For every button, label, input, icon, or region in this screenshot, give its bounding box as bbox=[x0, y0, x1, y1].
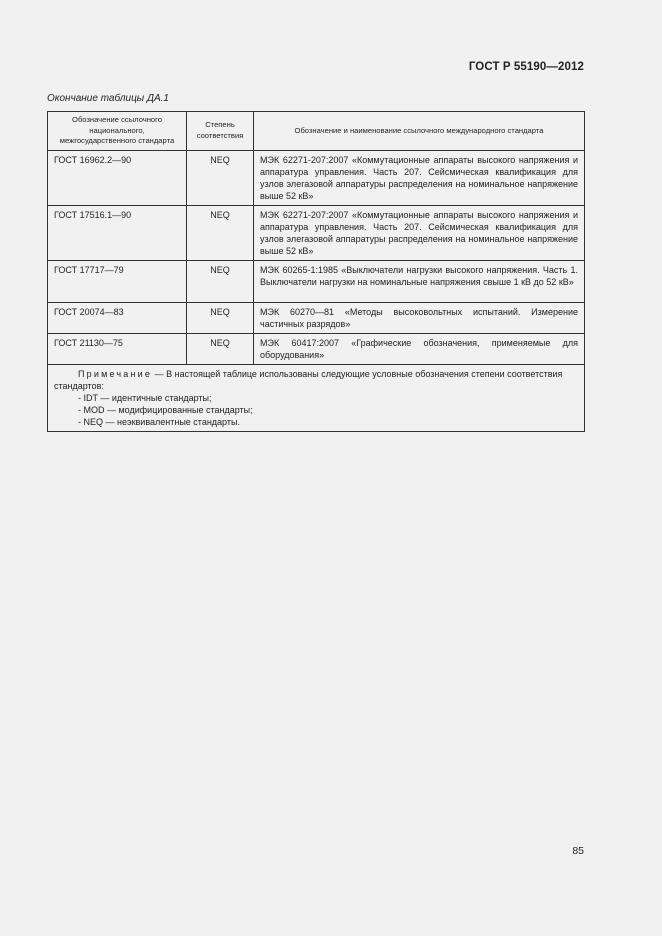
table-row bbox=[48, 205, 585, 260]
note-row bbox=[48, 364, 585, 431]
table-note bbox=[48, 364, 585, 431]
degree-cell: NEQ bbox=[187, 260, 254, 302]
table-row bbox=[48, 260, 585, 302]
reference-standards-table bbox=[47, 111, 585, 432]
international-standard-cell: МЭК 60265-1:1985 «Выключатели нагрузки высокого напряжения. Часть 1. Выключатели нагрузки на номинальные напряжения свыше 1 кВ до 52 кВ» bbox=[254, 260, 585, 302]
column-header-international: Обозначение и наименование ссылочного международного стандарта bbox=[254, 112, 585, 151]
degree-cell: NEQ bbox=[187, 150, 254, 205]
table-row bbox=[48, 302, 585, 333]
national-standard-cell: ГОСТ 17516.1—90 bbox=[48, 205, 187, 260]
degree-cell: NEQ bbox=[187, 333, 254, 364]
note-title: Примечание bbox=[78, 368, 153, 379]
column-header-national: Обозначение ссылочного национального, межгосударственного стандарта bbox=[48, 112, 187, 151]
international-standard-cell: МЭК 62271-207:2007 «Коммутационные аппараты высокого напряжения и аппаратура управления. Часть 207. Сейсмическая квалификация для узлов элегазовой аппаратуры распределения на номинальное напряжение выше 52 кВ» bbox=[254, 150, 585, 205]
table-row bbox=[48, 150, 585, 205]
note-item-mod: - MOD — модифицированные стандарты; bbox=[78, 404, 253, 415]
note-item-idt: - IDT — идентичные стандарты; bbox=[78, 392, 212, 403]
note-item-neq: - NEQ — неэквивалентные стандарты. bbox=[78, 416, 240, 427]
degree-cell: NEQ bbox=[187, 302, 254, 333]
note-text: — В настоящей таблице использованы следующие условные обозначения степени соответствия стандартов: bbox=[54, 368, 563, 391]
table-row bbox=[48, 333, 585, 364]
document-code: ГОСТ Р 55190—2012 bbox=[468, 61, 584, 73]
national-standard-cell: ГОСТ 21130—75 bbox=[48, 333, 187, 364]
national-standard-cell: ГОСТ 20074—83 bbox=[48, 302, 187, 333]
international-standard-cell: МЭК 62271-207:2007 «Коммутационные аппараты высокого напряжения и аппаратура управления. Часть 207. Сейсмическая квалификация для узлов элегазовой аппаратуры распределения на номинальное напряжение выше 52 кВ» bbox=[254, 205, 585, 260]
national-standard-cell: ГОСТ 16962.2—90 bbox=[48, 150, 187, 205]
table-caption: Окончание таблицы ДА.1 bbox=[47, 93, 169, 104]
international-standard-cell: МЭК 60270—81 «Методы высоковольтных испытаний. Измерение частичных разрядов» bbox=[254, 302, 585, 333]
degree-cell: NEQ bbox=[187, 205, 254, 260]
international-standard-cell: МЭК 60417:2007 «Графические обозначения, применяемые для оборудования» bbox=[254, 333, 585, 364]
table-header-row bbox=[48, 112, 585, 151]
column-header-degree: Степень соответствия bbox=[187, 112, 254, 151]
national-standard-cell: ГОСТ 17717—79 bbox=[48, 260, 187, 302]
page-number: 85 bbox=[572, 845, 584, 857]
